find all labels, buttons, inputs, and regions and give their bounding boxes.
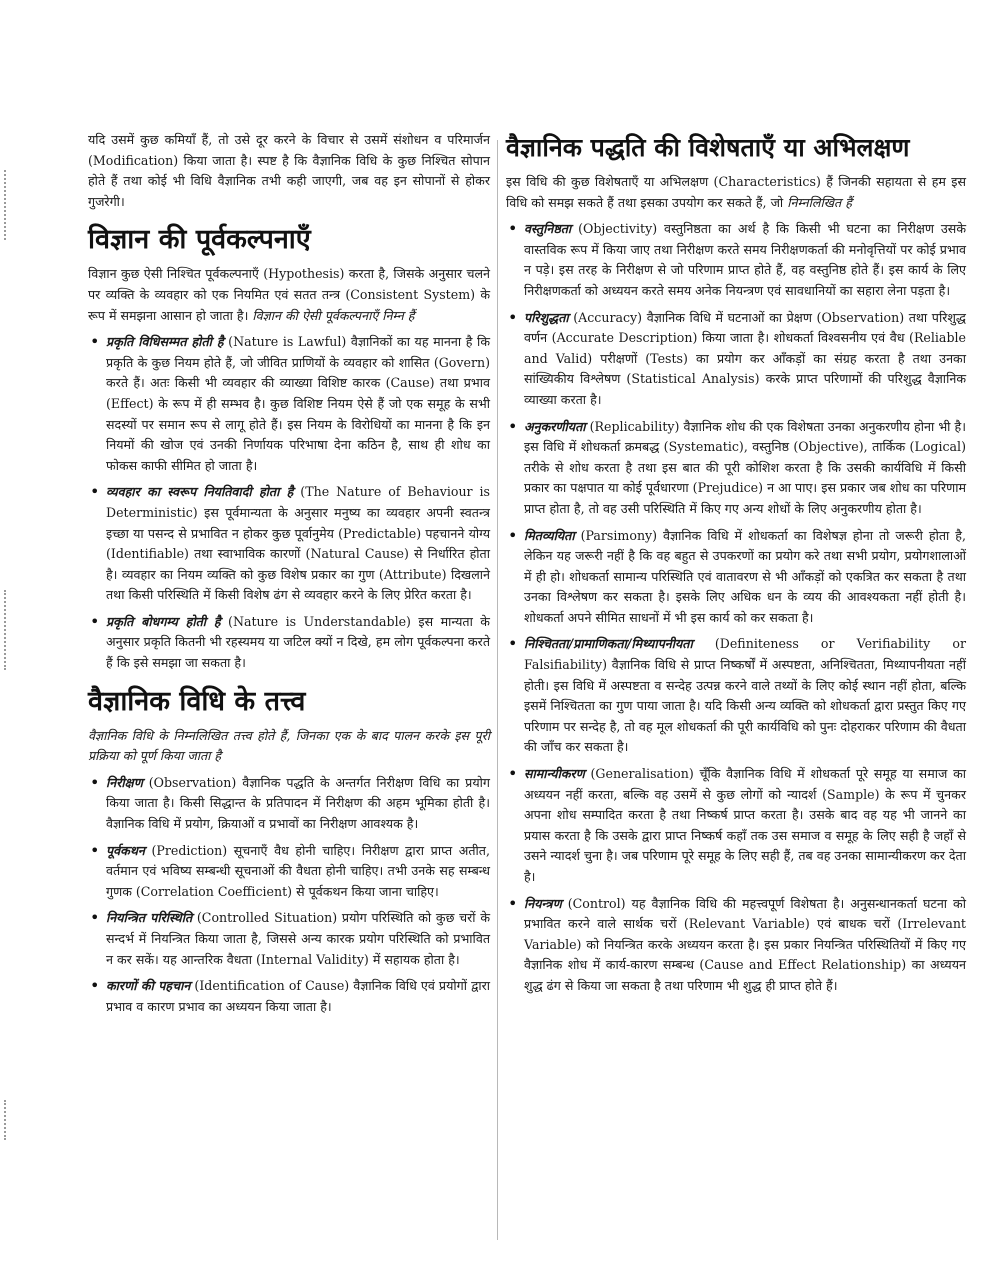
list-item-text: (Control) यह वैज्ञानिक विधि की महत्त्वपूर्ण विशेषता है। अनुसन्धानकर्ता घटना को प्रभावित करने वाले सार्थक चरों (Relevant Variable) एवं बाधक चरों (Irrelevant Variable) को नियन्त्रित करके अध्ययन करता है। इस प्रकार नियन्त्रित परिस्थितियों में किए गए वैज्ञानिक शोध में कार्य-कारण सम्बन्ध (Cause and Effect Relationship) का अध्ययन शुद्ध ढंग से किया जा सकता है तथा परिणाम भी शुद्ध ही प्राप्त होते हैं। [524, 895, 966, 993]
list-item-term: वस्तुनिष्ठता [524, 221, 572, 237]
assumptions-text: विज्ञान कुछ ऐसी निश्चित पूर्वकल्पनाएँ (Hypothesis) करता है, जिसके अनुसार चलने पर व्यक्ति के व्यवहार को एक नियमित एवं सतत तन्त्र (Consistent System) के रूप में समझना आसान हो जाता है। [88, 266, 490, 323]
list-item-text: (Identification of Cause) वैज्ञानिक विधि एवं प्रयोगों द्वारा प्रभाव व कारण प्रभाव का अध्ययन किया जाता है। [106, 978, 490, 1014]
left-column [88, 130, 490, 1023]
characteristics-intro [506, 172, 966, 213]
list-item-text: (Prediction) सूचनाएँ वैध होनी चाहिए। निरीक्षण द्वारा प्राप्त अतीत, वर्तमान एवं भविष्य सम्बन्धी सूचनाओं की वैधता होनी चाहिए। तभी उनके सह सम्बन्ध गुणक (Correlation Coefficient) से पूर्वकथन किया जाना चाहिए। [106, 842, 490, 899]
list-item [88, 773, 490, 835]
list-item [88, 612, 490, 674]
list-item-text: (Parsimony) वैज्ञानिक विधि में शोधकर्ता का विशेषज्ञ होना तो जरूरी होता है, लेकिन यह जरूरी नहीं है कि वह बहुत से उपकरणों का प्रयोग करे तथा सभी प्रयोग, प्रयोगशालाओं में ही हो। शोधकर्ता सामान्य परिस्थिति एवं वातावरण से भी आँकड़ों को एकत्रित कर सकता है तथा उनका विश्लेषण कर सकता है। इसके लिए अधिक धन के व्यय की आवश्यकता नहीं होती है। शोधकर्ता अपने सीमित साधनों में भी इस कार्य को कर सकता है। [524, 527, 966, 625]
list-item-text: (Generalisation) चूँकि वैज्ञानिक विधि में शोधकर्ता पूरे समूह या समाज का अध्ययन नहीं करता, बल्कि वह उसमें से कुछ लोगों को न्यादर्श (Sample) के रूप में चुनकर अपना शोध सम्पादित करता है तथा निष्कर्ष प्राप्त करता है। उसके बाद वह यह भी जानने का प्रयास करता है कि उसके द्वारा प्राप्त निष्कर्ष कहाँ तक उस समाज व समूह के लिए सही है जहाँ से उसने न्यादर्श चुना है। जब परिणाम पूरे समूह के लिए सही हैं, तब वह उनका सामान्यीकरण कर देता है। [524, 766, 966, 884]
list-item-text: (Objectivity) वस्तुनिष्ठता का अर्थ है कि किसी भी घटना का निरीक्षण उसके वास्तविक रूप में किया जाए तथा निरीक्षण करते समय निरीक्षणकर्ता की मनोवृत्तियों पर कोई प्रभाव न पड़े। इस तरह के निरीक्षण से जो परिणाम प्राप्त होते हैं, वह वस्तुनिष्ठ होते हैं। इस कार्य के लिए निरीक्षणकर्ता को अध्ययन करते समय अनेक नियन्त्रण एवं सावधानियों का सहारा लेना पड़ता है। [524, 221, 966, 298]
list-item-term: प्रकृति विधिसम्मत होती है [106, 334, 224, 350]
list-item-text: (Nature is Lawful) वैज्ञानिकों का यह मानना है कि प्रकृति के कुछ नियम होते हैं, जो जीवित प्राणियों के व्यवहार को शासित (Govern) करते हैं। अतः किसी भी व्यवहार की व्याख्या विशिष्ट कारक (Cause) तथा प्रभाव (Effect) के रूप में ही सम्भव है। कुछ विशिष्ट नियम ऐसे हैं जो एक समूह के सभी सदस्यों पर समान रूप से लागू होते हैं। इस नियम के विरोधियों का मानना है कि इन नियमों की खोज एवं उनकी निर्णायक परिभाषा देना कठिन है, साथ ही शोध का फोकस काफी सीमित हो जाता है। [106, 334, 490, 473]
list-item-text: (Definiteness or Verifiability or Falsifiability) वैज्ञानिक विधि से प्राप्त निष्कर्षों में अस्पष्टता, अनिश्चितता, मिथ्यापनीयता नहीं होती। इस विधि में अस्पष्टता व सन्देह उत्पन्न करने वाले तथ्यों के लिए कोई स्थान नहीं होता, बल्कि इसमें निश्चितता का गुण पाया जाता है। यदि किसी अन्य व्यक्ति को शोधकर्ता द्वारा प्रस्तुत किए गए परिणाम पर सन्देह है, तो वह मूल शोधकर्ता की पूरी कार्यविधि को पुनः दोहराकर परिणाम की वैधता की जाँच कर सकता है। [524, 636, 966, 755]
section-heading-elements: वैज्ञानिक विधि के तत्त्व [88, 685, 306, 717]
scan-speckle [4, 170, 24, 240]
characteristics-intro-lead: निम्नलिखित हैं [787, 194, 852, 210]
list-item-text: (Accuracy) वैज्ञानिक विधि में घटनाओं का प्रेक्षण (Observation) तथा परिशुद्ध वर्णन (Accurate Description) किया जाता है। शोधकर्ता विश्वसनीय एवं वैध (Reliable and Valid) परीक्षणों (Tests) का प्रयोग कर आँकड़ों का संग्रह करता है तथा उनका सांख्यिकीय विश्लेषण (Statistical Analysis) करके प्राप्त परिणामों की परिशुद्ध वैज्ञानिक व्याख्या करता है। [524, 309, 966, 407]
list-item [88, 908, 490, 970]
column-divider [497, 140, 498, 1240]
list-item-text: (Observation) वैज्ञानिक पद्धति के अन्तर्गत निरीक्षण विधि का प्रयोग किया जाता है। किसी सिद्धान्त के प्रतिपादन में निरीक्षण की अहम भूमिका होती है। वैज्ञानिक विधि में प्रयोग, क्रियाओं व प्रभावों का निरीक्षण आवश्यक है। [106, 774, 490, 832]
list-item-text: (The Nature of Behaviour is Deterministic) इस पूर्वमान्यता के अनुसार मनुष्य का व्यवहार अपनी स्वतन्त्र इच्छा या पसन्द से प्रभावित न होकर कुछ पूर्वानुमेय (Predictable) पहचानने योग्य (Identifiable) तथा स्वाभाविक कारणों (Natural Cause) से निर्धारित होता है। व्यवहार का नियम व्यक्ति को कुछ विशेष प्रकार का गुण (Attribute) दिखलाने तथा किसी परिस्थिति में किसी विशेष ढंग से व्यवहार करने के लिए प्रेरित करता है। [106, 484, 490, 603]
list-item [506, 526, 966, 629]
list-item-term: मितव्ययिता [524, 527, 575, 543]
list-item [506, 417, 966, 520]
list-item-text: (Controlled Situation) प्रयोग परिस्थिति को कुछ चरों के सन्दर्भ में नियन्त्रित किया जाता है, जिससे अन्य कारक प्रयोग परिस्थिति को प्रभावित न कर सकें। यह आन्तरिक वैधता (Internal Validity) में सहायक होता है। [106, 910, 490, 967]
list-item-term: निरीक्षण [106, 774, 143, 790]
elements-paragraph: वैज्ञानिक विधि के निम्नलिखित तत्त्व होते हैं, जिनका एक के बाद पालन करके इस पूरी प्रक्रिया को पूर्ण किया जाता है [88, 727, 490, 764]
scan-speckle [4, 1100, 24, 1140]
list-item-text: (Nature is Understandable) इस मान्यता के अनुसार प्रकृति कितनी भी रहस्यमय या जटिल क्यों न दिखे, हम लोग पूर्वकल्पना करते हैं कि इसे समझा जा सकता है। [106, 613, 490, 671]
characteristics-list [506, 219, 966, 996]
assumptions-list [88, 332, 490, 674]
list-item-text: (Replicability) वैज्ञानिक शोध की एक विशेषता उनका अनुकरणीय होना भी है। इस विधि में शोधकर्ता क्रमबद्ध (Systematic), वस्तुनिष्ठ (Objective), तार्किक (Logical) तरीके से शोध करता है तथा इस बात की पूरी कोशिश करता है कि उसकी कार्यविधि में किसी प्रकार का पक्षपात या कोई पूर्वधारणा (Prejudice) न आ पाए। इस प्रकार जब शोध का परिणाम प्राप्त होता है, तो वह उसी परिस्थिति में किए गए अन्य शोधों के लिए अनुकरणीय होता है। [524, 418, 966, 516]
list-item [506, 764, 966, 888]
list-item [88, 332, 490, 476]
list-item-term: नियन्त्रित परिस्थिति [106, 910, 193, 926]
list-item [88, 976, 490, 1017]
list-item-term: सामान्यीकरण [524, 766, 585, 782]
characteristics-intro-text: इस विधि की कुछ विशेषताएँ या अभिलक्षण (Characteristics) हैं जिनकी सहायता से हम इस विधि को समझ सकते हैं तथा इसका उपयोग कर सकते हैं, जो [506, 174, 966, 210]
list-item-term: व्यवहार का स्वरूप नियतिवादी होता है [106, 484, 294, 500]
list-item [506, 894, 966, 997]
list-item-term: कारणों की पहचान [106, 978, 191, 994]
section-heading-assumptions: विज्ञान की पूर्वकल्पनाएँ [88, 224, 311, 256]
list-item-term: परिशुद्धता [524, 309, 569, 325]
list-item [88, 841, 490, 903]
right-column [506, 130, 966, 1003]
elements-list [88, 773, 490, 1018]
list-item-term: अनुकरणीयता [524, 418, 586, 434]
list-item [88, 482, 490, 606]
assumptions-paragraph [88, 264, 490, 326]
assumptions-lead: विज्ञान की ऐसी पूर्वकल्पनाएँ निम्न हैं [252, 307, 415, 323]
list-item-term: नियन्त्रण [524, 895, 562, 911]
section-heading-characteristics: वैज्ञानिक पद्धति की विशेषताएँ या अभिलक्षण [506, 133, 910, 162]
list-item-term: पूर्वकथन [106, 842, 145, 858]
list-item [506, 219, 966, 301]
intro-paragraph: यदि उसमें कुछ कमियाँ हैं, तो उसे दूर करने के विचार से उसमें संशोधन व परिमार्जन (Modification) किया जाता है। स्पष्ट है कि वैज्ञानिक विधि के कुछ निश्चित सोपान होते हैं तथा कोई भी विधि वैज्ञानिक तभी कही जाएगी, जब वह इन सोपानों से होकर गुजरेगी। [88, 132, 490, 209]
list-item-term: प्रकृति बोधगम्य होती है [106, 613, 221, 629]
scan-speckle [4, 590, 24, 670]
list-item [506, 634, 966, 758]
list-item [506, 308, 966, 411]
list-item-term: निश्चितता/प्रामाणिकता/मिथ्यापनीयता [524, 636, 693, 652]
